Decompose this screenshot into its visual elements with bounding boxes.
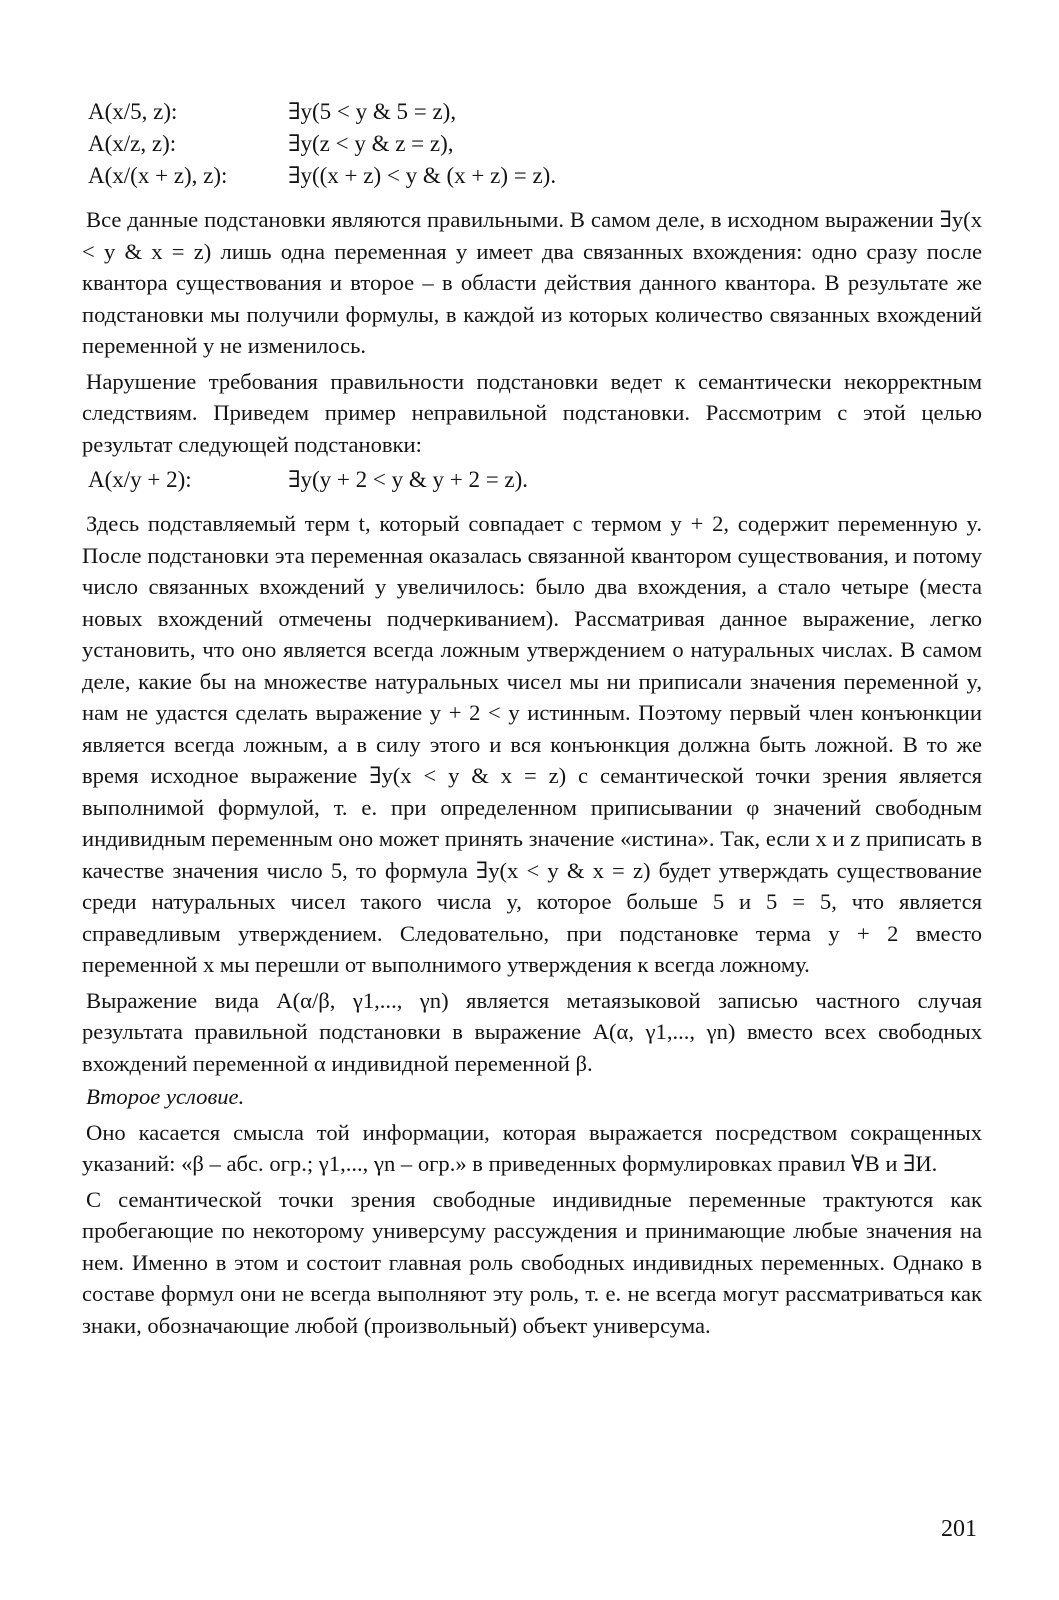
paragraph: Оно касается смысла той информации, которая выражается посредством сокращенных указаний: «β – абс. огр.; γ1,..., γn – огр.» в приведенных формулировках правил ∀В и ∃И. xyxy=(82,1119,982,1176)
section-heading: Второе условие. xyxy=(86,1084,245,1109)
formula-right: ∃y((x + z) < y & (x + z) = z). xyxy=(288,163,557,188)
formula-left: A(x/(x + z), z): xyxy=(88,163,228,188)
formula-list-top xyxy=(88,96,982,192)
formula-middle xyxy=(88,464,982,496)
formula-left: A(x/y + 2): xyxy=(88,467,192,492)
paragraph: Выражение вида A(α/β, γ1,..., γn) является метаязыковой записью частного случая результата правильной подстановки в выражение A(α, γ1,..., γn) вместо всех свободных вхождений переменной α индивидной переменной β. xyxy=(82,987,982,1076)
paragraph: С семантической точки зрения свободные индивидные переменные трактуются как пробегающие по некоторому универсуму рассуждения и принимающие любые значения на нем. Именно в этом и состоит главная роль свободных индивидных переменных. Однако в составе формул они не всегда выполняют эту роль, т. е. не всегда могут рассматриваться как знаки, обозначающие любой (произвольный) объект универсума. xyxy=(82,1186,982,1338)
paragraph: Нарушение требования правильности подстановки ведет к семантически некорректным следствиям. Приведем пример неправильной подстановки. Рассмотрим с этой целью результат следующей подстановки: xyxy=(82,368,982,457)
page-number: 201 xyxy=(941,1516,977,1542)
formula-right: ∃y(y + 2 < y & y + 2 = z). xyxy=(288,467,529,492)
formula-left: A(x/z, z): xyxy=(88,131,177,156)
formula-right: ∃y(z < y & z = z), xyxy=(288,131,454,156)
paragraph: Здесь подставляемый терм t, который совпадает с термом y + 2, содержит переменную y. После подстановки эта переменная оказалась связанной квантором существования, и потому число связанных вхождений y увеличилось: было два вхождения, а стало четыре (места новых вхождений отмечены подчеркиванием). Рассматривая данное выражение, легко установить, что оно является всегда ложным утверждением о натуральных числах. В самом деле, какие бы на множестве натуральных чисел мы ни приписали значения переменной y, нам не удастся сделать выражение y + 2 < y истинным. Поэтому первый член конъюнкции является всегда ложным, а в силу этого и вся конъюнкция должна быть ложной. В то же время исходное выражение ∃y(x < y & x = z) с семантической точки зрения является выполнимой формулой, т. е. при определенном приписывании φ значений свободным индивидным переменным оно может принять значение «истина». Так, если x и z приписать в качестве значения число 5, то формула ∃y(x < y & x = z) будет утверждать существование среди натуральных чисел такого числа y, которое больше 5 и 5 = 5, что является справедливым утверждением. Следовательно, при подстановке терма y + 2 вместо переменной x мы перешли от выполнимого утверждения к всегда ложному. xyxy=(82,511,982,977)
paragraph: Все данные подстановки являются правильными. В самом деле, в исходном выражении ∃y(x < y & x = z) лишь одна переменная y имеет два связанных вхождения: одно сразу после квантора существования и второе – в области действия данного квантора. В результате же подстановки мы получили формулы, в каждой из которых количество связанных вхождений переменной y не изменилось. xyxy=(82,207,982,358)
formula-left: A(x/5, z): xyxy=(88,99,178,124)
formula-right: ∃y(5 < y & 5 = z), xyxy=(288,99,457,124)
page-content xyxy=(82,96,982,1341)
